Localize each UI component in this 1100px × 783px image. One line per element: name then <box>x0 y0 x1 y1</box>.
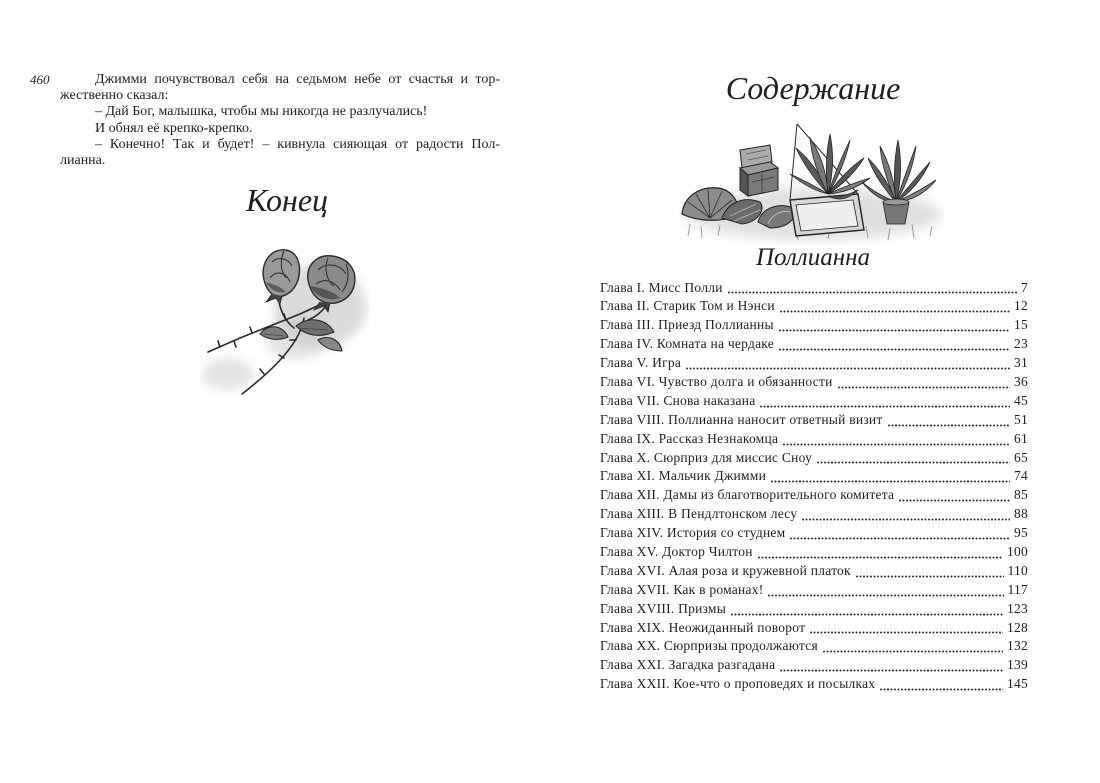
toc-chapter-title: Глава V. Игра <box>600 355 682 371</box>
toc-page-number: 95 <box>1014 525 1028 541</box>
toc-entry <box>600 505 1028 524</box>
toc-dot-leader <box>779 348 1010 351</box>
toc-chapter-title: Глава III. Приезд Поллианны <box>600 317 774 333</box>
toc-page-number: 45 <box>1014 392 1028 408</box>
toc-chapter-title: Глава VIII. Поллианна наносит ответный визит <box>600 411 883 427</box>
paragraph-line: лианна. <box>60 152 106 168</box>
toc-page-number: 85 <box>1014 487 1028 503</box>
treasure-chest <box>740 145 778 196</box>
toc-entry <box>600 335 1028 354</box>
toc-entry <box>600 411 1028 430</box>
toc-chapter-title: Глава XVII. Как в романах! <box>600 581 764 597</box>
toc-dot-leader <box>760 405 1010 408</box>
toc-dot-leader <box>728 291 1017 294</box>
toc-page-number: 110 <box>1007 562 1028 578</box>
toc-dot-leader <box>838 386 1010 389</box>
toc-page-number: 23 <box>1014 336 1028 352</box>
toc-entry <box>600 486 1028 505</box>
toc-page-number: 36 <box>1014 373 1028 389</box>
toc-dot-leader <box>768 594 1003 597</box>
paragraph-line: – Дай Бог, малышка, чтобы мы никогда не разлучались! <box>95 104 428 120</box>
toc-page-number: 139 <box>1007 657 1028 673</box>
toc-chapter-title: Глава XIV. История со студнем <box>600 525 786 541</box>
toc-dot-leader <box>888 424 1010 427</box>
toc-chapter-title: Глава XX. Сюрпризы продолжаются <box>600 638 818 654</box>
toc-page-number: 31 <box>1014 355 1028 371</box>
toc-entry <box>600 619 1028 638</box>
toc-chapter-title: Глава IV. Комната на чердаке <box>600 336 775 352</box>
toc-dot-leader <box>780 310 1010 313</box>
toc-entry <box>600 392 1028 411</box>
toc-entry <box>600 656 1028 675</box>
toc-dot-leader <box>783 443 1010 446</box>
toc-chapter-title: Глава XI. Мальчик Джимми <box>600 468 767 484</box>
toc-chapter-title: Глава XXI. Загадка разгадана <box>600 657 776 673</box>
toc-dot-leader <box>780 669 1003 672</box>
toc-dot-leader <box>686 367 1010 370</box>
book-title: Поллианна <box>755 244 871 271</box>
toc-chapter-title: Глава VI. Чувство долга и обязанности <box>600 373 833 389</box>
toc-entry <box>600 449 1028 468</box>
page-number: 460 <box>30 72 50 87</box>
toc-dot-leader <box>817 461 1010 464</box>
toc-page-number: 12 <box>1014 298 1028 314</box>
toc-entry <box>600 637 1028 656</box>
toc-dot-leader <box>810 631 1003 634</box>
toc-page-number: 128 <box>1007 619 1028 635</box>
toc-page-number: 100 <box>1007 543 1028 559</box>
toc-entry <box>600 675 1028 694</box>
toc-page-number: 15 <box>1014 317 1028 333</box>
rose-illustration <box>200 240 370 400</box>
toc-chapter-title: Глава X. Сюрприз для миссис Сноу <box>600 449 813 465</box>
toc-dot-leader <box>731 613 1003 616</box>
toc-entry <box>600 297 1028 316</box>
toc-entry <box>600 430 1028 449</box>
toc-chapter-title: Глава XIX. Неожиданный поворот <box>600 619 806 635</box>
toc-dot-leader <box>779 329 1010 332</box>
toc-dot-leader <box>856 575 1004 578</box>
toc-page-number: 117 <box>1007 581 1028 597</box>
contents-title: Содержание <box>725 70 901 106</box>
toc-chapter-title: Глава XVI. Алая роза и кружевной платок <box>600 562 851 578</box>
toc-page-number: 145 <box>1007 676 1028 692</box>
toc-page-number: 88 <box>1014 506 1028 522</box>
toc-chapter-title: Глава XIII. В Пендлтонском лесу <box>600 506 798 522</box>
toc-chapter-title: Глава VII. Снова наказана <box>600 392 756 408</box>
paragraph-line: Джимми почувствовал себя на седьмом небе от счастья и тор- <box>95 72 500 87</box>
toc-page-number: 51 <box>1014 411 1028 427</box>
toc-dot-leader <box>823 650 1003 653</box>
toc-entry <box>600 581 1028 600</box>
toc-dot-leader <box>899 499 1010 502</box>
toc-chapter-title: Глава XV. Доктор Чилтон <box>600 543 753 559</box>
toc-entry <box>600 467 1028 486</box>
toc-entry <box>600 354 1028 373</box>
toc-chapter-title: Глава XXII. Кое-что о проповедях и посылках <box>600 676 876 692</box>
table-of-contents <box>600 279 1028 695</box>
paragraph-line: – Конечно! Так и будет! – кивнула сияющая от радости Пол- <box>95 136 500 152</box>
paragraph-line: И обнял её крепко-крепко. <box>95 120 253 136</box>
toc-page-number: 74 <box>1014 468 1028 484</box>
final-paragraph <box>60 72 500 169</box>
toc-chapter-title: Глава XVIII. Призмы <box>600 600 727 616</box>
toc-page-number: 123 <box>1007 600 1028 616</box>
toc-dot-leader <box>790 537 1010 540</box>
toc-entry <box>600 562 1028 581</box>
toc-dot-leader <box>758 556 1003 559</box>
toc-chapter-title: Глава II. Старик Том и Нэнси <box>600 298 775 314</box>
toc-page-number: 132 <box>1007 638 1028 654</box>
toc-entry <box>600 524 1028 543</box>
toc-page-number: 7 <box>1021 279 1028 295</box>
toc-dot-leader <box>771 480 1010 483</box>
end-title: Конец <box>245 182 329 218</box>
toc-chapter-title: Глава XII. Дамы из благотворительного комитета <box>600 487 895 503</box>
toc-dot-leader <box>802 518 1010 521</box>
toc-page-number: 61 <box>1014 430 1028 446</box>
still-life-illustration <box>678 118 944 244</box>
toc-chapter-title: Глава I. Мисс Полли <box>600 279 723 295</box>
toc-entry <box>600 600 1028 619</box>
paragraph-line: жественно сказал: <box>60 88 169 104</box>
toc-entry <box>600 373 1028 392</box>
toc-entry <box>600 279 1028 298</box>
toc-chapter-title: Глава IX. Рассказ Незнакомца <box>600 430 779 446</box>
toc-page-number: 65 <box>1014 449 1028 465</box>
toc-entry <box>600 316 1028 335</box>
toc-dot-leader <box>880 688 1003 691</box>
toc-entry <box>600 543 1028 562</box>
